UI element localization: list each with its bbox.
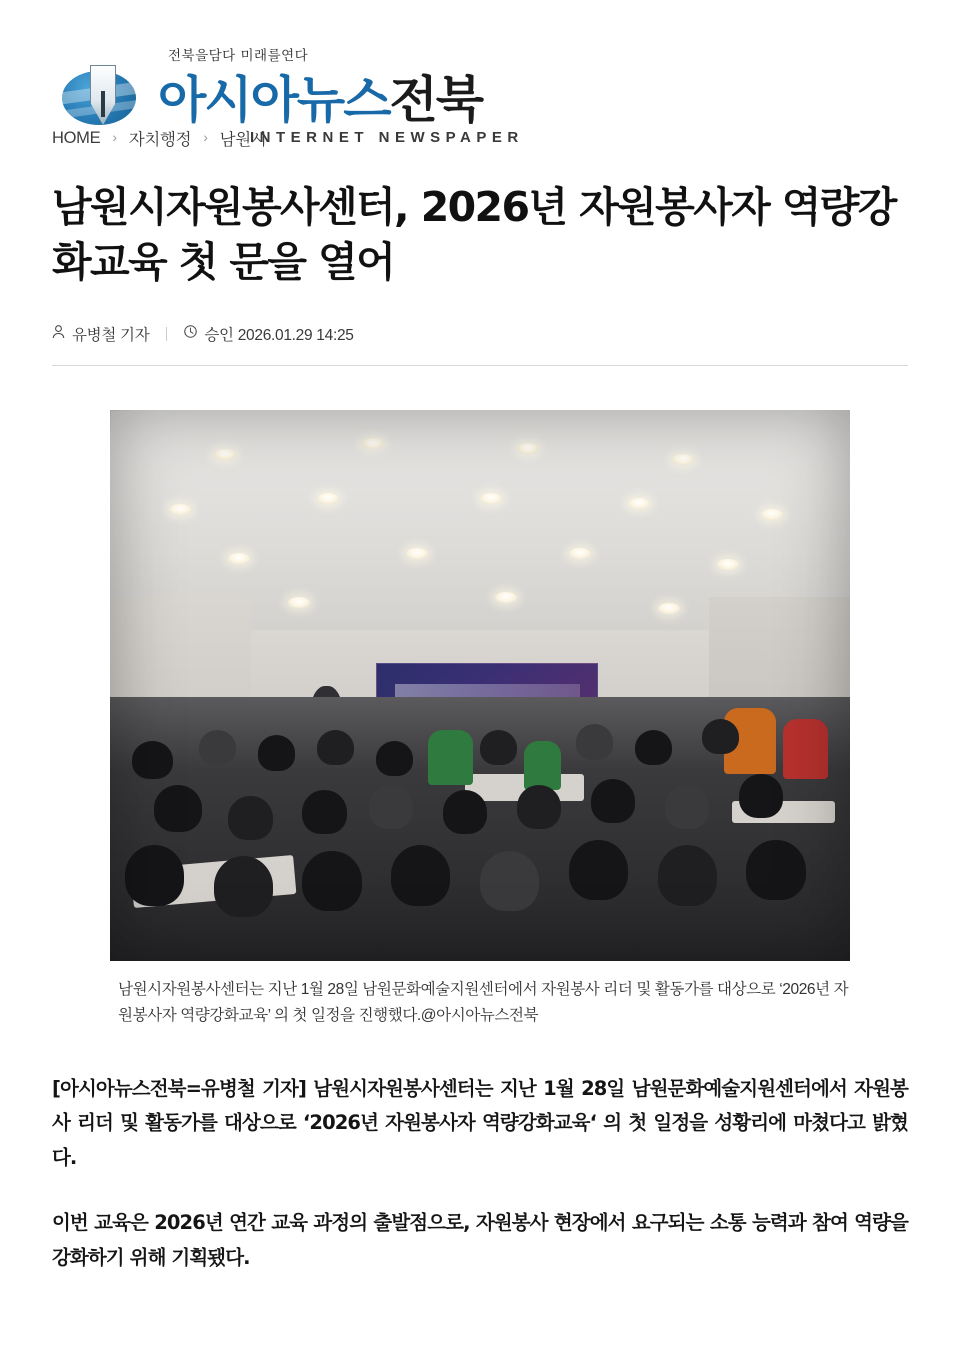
breadcrumb-item-category[interactable]: 자치행정	[128, 131, 192, 149]
breadcrumb-item-home[interactable]: HOME	[52, 128, 101, 147]
logo-title-dark: 전북	[389, 71, 483, 129]
site-logo[interactable]	[60, 44, 524, 146]
article-paragraph: [아시아뉴스전북=유병철 기자] 남원시자원봉사센터는 지난 1월 28일 남원문화예술지원센터에서 자원봉사 리더 및 활동가를 대상으로 ‘2026년 자원봉사자 역량강화교육‘ 의 첫 일정을 성황리에 마쳤다고 밝혔다.	[52, 1076, 908, 1170]
logo-title-blue: 아시아뉴스	[158, 71, 390, 129]
article-date: 승인 2026.01.29 14:25	[204, 327, 354, 345]
logo-subtitle: INTERNET NEWSPAPER	[250, 129, 524, 146]
byline-divider	[166, 327, 167, 341]
chevron-right-icon: ›	[112, 129, 117, 145]
chevron-right-icon: ›	[203, 129, 208, 145]
header-divider	[52, 365, 908, 366]
logo-tagline: 전북을담다 미래를연다	[168, 48, 309, 64]
photo-caption: 남원시자원봉사센터는 지난 1월 28일 남원문화예술지원센터에서 자원봉사 리더 및 활동가를 대상으로 ‘2026년 자원봉사자 역량강화교육’ 의 첫 일정을 진행했다.@아시아뉴스전북	[118, 981, 849, 1025]
byline	[52, 323, 908, 345]
globe-pen-icon	[60, 65, 156, 127]
article-photo	[110, 410, 850, 961]
person-icon	[52, 325, 65, 344]
article-paragraph: 이번 교육은 2026년 연간 교육 과정의 출발점으로, 자원봉사 현장에서 요구되는 소통 능력과 참여 역량을 강화하기 위해 기획됐다.	[52, 1210, 908, 1269]
article-figure	[52, 410, 908, 1030]
breadcrumb-item-subcategory[interactable]: 남원시	[219, 131, 267, 149]
clock-icon	[184, 325, 197, 343]
article-body	[52, 1072, 908, 1276]
page-title: 남원시자원봉사센터, 2026년 자원봉사자 역량강화교육 첫 문을 열어	[52, 183, 896, 286]
article-author: 유병철 기자	[72, 327, 150, 345]
logo-title	[158, 71, 483, 129]
